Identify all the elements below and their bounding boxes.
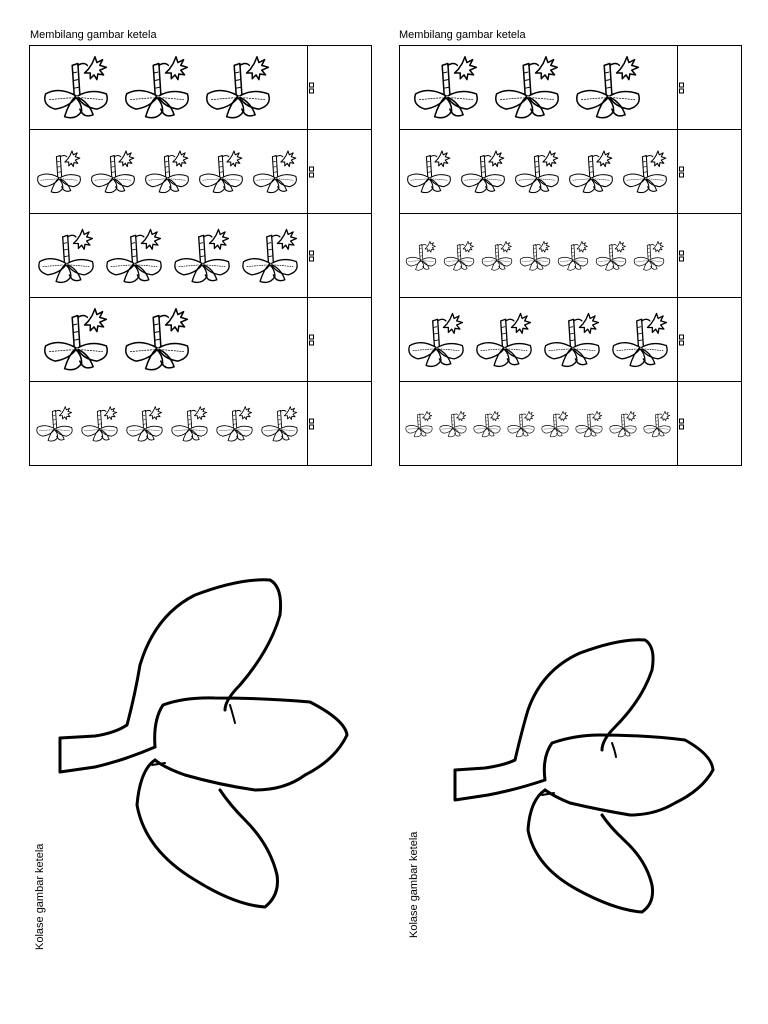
cassava-plant-icon [33, 227, 99, 285]
missing-glyph-icon [309, 166, 314, 177]
collage-label-right: Kolase gambar ketela [408, 831, 420, 938]
cassava-plant-icon [573, 410, 605, 438]
cassava-plant-icon [539, 311, 605, 369]
counting-row [30, 297, 371, 381]
cassava-pictures [400, 130, 678, 213]
cassava-pictures [30, 298, 308, 381]
cassava-plant-icon [249, 149, 301, 195]
cassava-plant-icon [593, 240, 629, 272]
cassava-pictures [30, 130, 308, 213]
cassava-plant-icon [169, 227, 235, 285]
cassava-plant-icon [33, 149, 85, 195]
cassava-pictures [400, 298, 678, 381]
missing-glyph-icon [679, 250, 684, 261]
cassava-plant-icon [539, 410, 571, 438]
cassava-plant-icon [565, 149, 617, 195]
answer-box[interactable] [678, 382, 741, 465]
cassava-plant-icon [200, 54, 276, 121]
counting-table-right [399, 45, 742, 466]
cassava-plant-icon [555, 240, 591, 272]
cassava-leaf-outline-small [450, 635, 720, 920]
cassava-plant-icon [517, 240, 553, 272]
cassava-pictures [30, 382, 308, 465]
answer-box[interactable] [308, 382, 371, 465]
cassava-plant-icon [631, 240, 667, 272]
cassava-plant-icon [570, 54, 646, 121]
cassava-plant-icon [471, 410, 503, 438]
answer-box[interactable] [678, 298, 741, 381]
counting-row [400, 129, 741, 213]
cassava-plant-icon [479, 240, 515, 272]
worksheet-title-left: Membilang gambar ketela [30, 29, 157, 41]
worksheet-title-right: Membilang gambar ketela [399, 29, 526, 41]
counting-row [400, 297, 741, 381]
cassava-plant-icon [607, 410, 639, 438]
cassava-plant-icon [195, 149, 247, 195]
missing-glyph-icon [309, 334, 314, 345]
cassava-plant-icon [38, 54, 114, 121]
cassava-plant-icon [403, 311, 469, 369]
missing-glyph-icon [309, 250, 314, 261]
cassava-plant-icon [457, 149, 509, 195]
counting-row [30, 129, 371, 213]
counting-row [400, 213, 741, 297]
cassava-plant-icon [87, 149, 139, 195]
missing-glyph-icon [309, 418, 314, 429]
counting-table-left [29, 45, 372, 466]
cassava-plant-icon [168, 405, 211, 443]
cassava-plant-icon [101, 227, 167, 285]
counting-row [30, 381, 371, 465]
cassava-plant-icon [489, 54, 565, 121]
cassava-plant-icon [408, 54, 484, 121]
cassava-pictures [400, 214, 678, 297]
cassava-plant-icon [119, 306, 195, 373]
cassava-plant-icon [441, 240, 477, 272]
answer-box[interactable] [678, 214, 741, 297]
cassava-plant-icon [78, 405, 121, 443]
missing-glyph-icon [679, 418, 684, 429]
cassava-plant-icon [641, 410, 673, 438]
cassava-pictures [30, 214, 308, 297]
cassava-plant-icon [403, 410, 435, 438]
answer-box[interactable] [308, 130, 371, 213]
counting-row [30, 46, 371, 129]
answer-box[interactable] [308, 214, 371, 297]
cassava-plant-icon [258, 405, 301, 443]
cassava-plant-icon [33, 405, 76, 443]
missing-glyph-icon [679, 334, 684, 345]
counting-row [30, 213, 371, 297]
missing-glyph-icon [679, 82, 684, 93]
cassava-plant-icon [141, 149, 193, 195]
answer-box[interactable] [308, 46, 371, 129]
missing-glyph-icon [309, 82, 314, 93]
counting-row [400, 381, 741, 465]
cassava-plant-icon [511, 149, 563, 195]
cassava-leaf-outline-large [55, 575, 355, 915]
cassava-plant-icon [619, 149, 671, 195]
cassava-plant-icon [119, 54, 195, 121]
cassava-plant-icon [471, 311, 537, 369]
cassava-plant-icon [607, 311, 673, 369]
cassava-plant-icon [123, 405, 166, 443]
counting-row [400, 46, 741, 129]
cassava-pictures [30, 46, 308, 129]
cassava-plant-icon [403, 149, 455, 195]
answer-box[interactable] [678, 46, 741, 129]
missing-glyph-icon [679, 166, 684, 177]
cassava-plant-icon [403, 240, 439, 272]
answer-box[interactable] [678, 130, 741, 213]
cassava-plant-icon [237, 227, 303, 285]
cassava-plant-icon [213, 405, 256, 443]
cassava-plant-icon [437, 410, 469, 438]
cassava-pictures [400, 382, 678, 465]
answer-box[interactable] [308, 298, 371, 381]
cassava-pictures [400, 46, 678, 129]
cassava-plant-icon [38, 306, 114, 373]
cassava-plant-icon [505, 410, 537, 438]
collage-label-left: Kolase gambar ketela [34, 843, 46, 950]
